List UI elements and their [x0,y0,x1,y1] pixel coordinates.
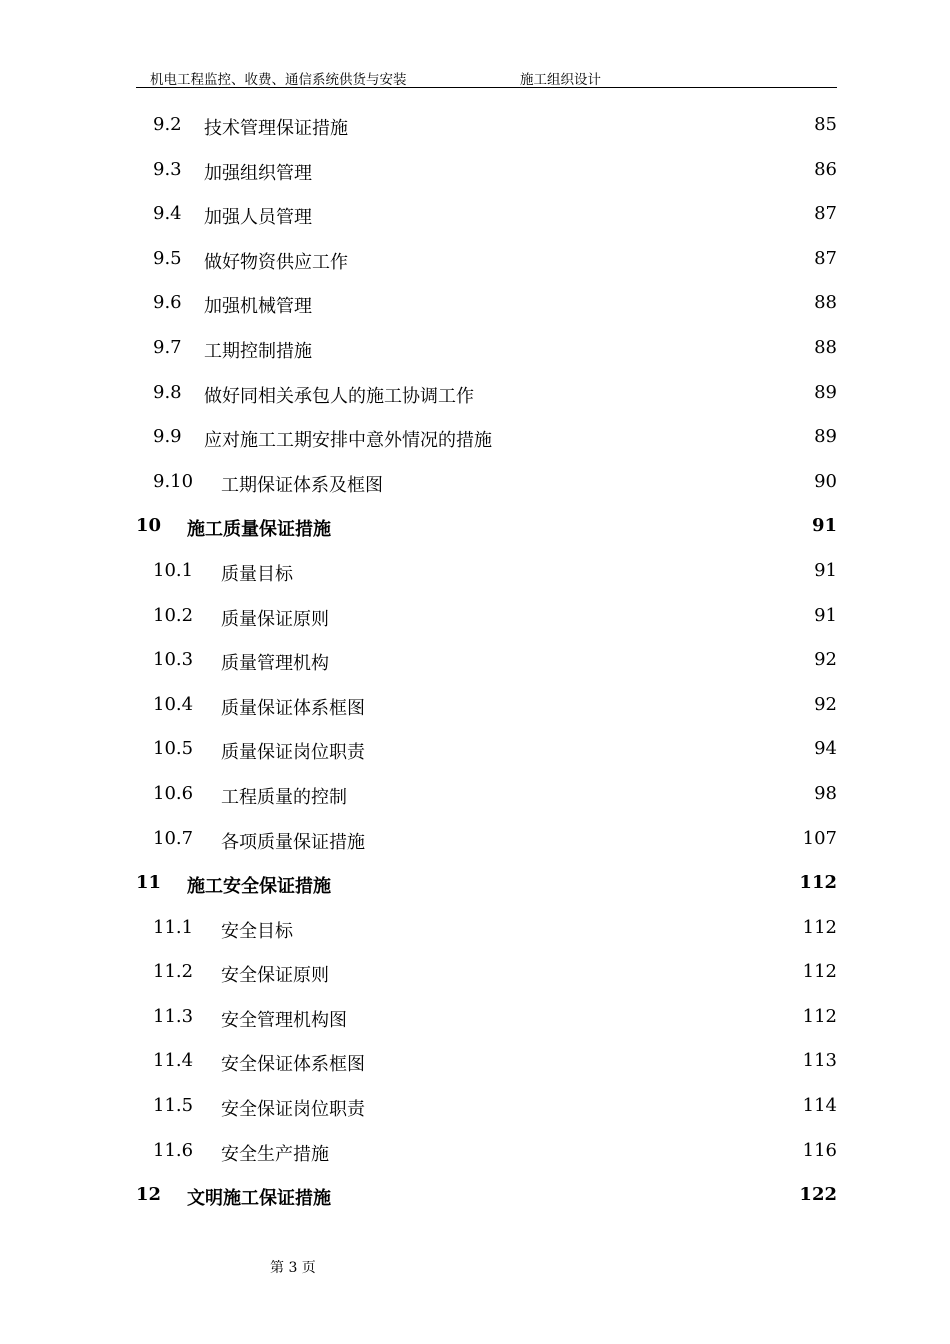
toc-entry-page: 113 [802,1050,837,1072]
toc-entry-title: 质量管理机构 [221,653,329,675]
toc-entry-title: 安全保证原则 [221,965,329,987]
toc-entry-number: 10.6 [153,782,194,804]
toc-entry-page: 116 [802,1139,837,1161]
toc-entry-page: 122 [799,1184,837,1206]
toc-entry-page: 87 [814,203,837,225]
toc-entry-title: 加强人员管理 [204,207,312,229]
page-header [136,66,837,88]
toc-entry-title: 安全管理机构图 [221,1009,347,1031]
toc-entry[interactable] [136,193,837,238]
toc-entry-title: 做好同相关承包人的施工协调工作 [204,385,474,407]
toc-entry[interactable] [136,595,837,640]
toc-entry-title: 施工安全保证措施 [187,876,331,898]
toc-entry-number: 10.4 [153,693,194,715]
toc-entry-title: 加强组织管理 [204,162,312,184]
toc-entry-title: 安全保证岗位职责 [221,1099,365,1121]
toc-chapter-entry[interactable] [136,862,837,907]
toc-entry[interactable] [136,951,837,996]
toc-entry-page: 89 [814,381,837,403]
toc-entry-title: 文明施工保证措施 [187,1188,331,1210]
toc-entry-number: 9.10 [153,470,194,492]
toc-entry-title: 质量保证原则 [221,608,329,630]
toc-entry-page: 88 [814,292,837,314]
toc-entry-title: 质量目标 [221,563,293,585]
toc-entry-title: 质量保证体系框图 [221,697,365,719]
toc-entry-number: 10 [136,515,162,537]
header-project-title: 机电工程监控、收费、通信系统供货与安装 [150,72,407,88]
toc-entry-number: 11.5 [153,1095,194,1117]
toc-entry[interactable] [136,1130,837,1175]
toc-entry-number: 12 [136,1184,162,1206]
toc-entry-number: 9.4 [153,203,182,225]
toc-entry-number: 10.5 [153,738,194,760]
toc-entry-number: 11.2 [153,961,194,983]
toc-chapter-entry[interactable] [136,1174,837,1219]
toc-entry-title: 做好物资供应工作 [204,251,348,273]
toc-entry-number: 9.6 [153,292,182,314]
toc-entry[interactable] [136,461,837,506]
toc-entry-number: 9.8 [153,381,182,403]
toc-entry-number: 10.2 [153,604,194,626]
toc-entry[interactable] [136,372,837,417]
toc-entry-page: 112 [802,916,837,938]
toc-entry-number: 9.5 [153,247,182,269]
toc-entry-number: 11 [136,872,162,894]
toc-entry-number: 11.4 [153,1050,194,1072]
toc-entry-title: 技术管理保证措施 [204,118,348,139]
toc-entry[interactable] [136,550,837,595]
toc-entry-title: 安全生产措施 [221,1143,329,1165]
toc-entry-number: 10.7 [153,827,194,849]
toc-entry-page: 91 [814,604,837,626]
toc-entry-number: 10.3 [153,649,194,671]
toc-entry-page: 89 [814,426,837,448]
toc-entry-page: 86 [814,158,837,180]
toc-entry[interactable] [136,728,837,773]
toc-entry[interactable] [136,996,837,1041]
toc-entry-page: 85 [814,114,837,135]
toc-entry-number: 11.1 [153,916,194,938]
toc-entry[interactable] [136,238,837,283]
toc-entry-title: 安全目标 [221,920,293,942]
toc-entry-title: 工程质量的控制 [221,786,347,808]
toc-entry-title: 工期保证体系及框图 [221,474,383,496]
toc-chapter-entry[interactable] [136,505,837,550]
toc-entry-page: 90 [814,470,837,492]
toc-entry-number: 9.9 [153,426,182,448]
toc-entry-page: 92 [814,649,837,671]
toc-entry-page: 87 [814,247,837,269]
toc-entry[interactable] [136,416,837,461]
toc-entry[interactable] [136,907,837,952]
table-of-contents [136,104,837,1219]
toc-entry-number: 11.3 [153,1005,194,1027]
toc-entry[interactable] [136,1085,837,1130]
toc-entry-title: 工期控制措施 [204,340,312,362]
toc-entry[interactable] [136,684,837,729]
toc-entry-title: 各项质量保证措施 [221,831,365,853]
toc-entry-page: 112 [802,1005,837,1027]
toc-entry-page: 112 [802,961,837,983]
toc-entry[interactable] [136,773,837,818]
toc-entry-page: 114 [802,1095,837,1117]
toc-entry-page: 92 [814,693,837,715]
toc-entry-title: 加强机械管理 [204,296,312,318]
toc-entry-number: 10.1 [153,559,194,581]
toc-entry-title: 施工质量保证措施 [187,519,331,541]
toc-entry-title: 应对施工工期安排中意外情况的措施 [204,430,492,452]
toc-entry-number: 9.3 [153,158,182,180]
toc-entry-page: 94 [814,738,837,760]
header-document-title: 施工组织设计 [520,72,601,88]
toc-entry[interactable] [136,1040,837,1085]
toc-entry-title: 安全保证体系框图 [221,1054,365,1076]
toc-entry[interactable] [136,149,837,194]
toc-entry-page: 91 [814,559,837,581]
toc-entry[interactable] [136,639,837,684]
toc-entry-page: 98 [814,782,837,804]
toc-entry[interactable] [136,818,837,863]
toc-entry-number: 11.6 [153,1139,194,1161]
toc-entry-page: 107 [802,827,837,849]
toc-entry[interactable] [136,104,837,149]
toc-entry[interactable] [136,282,837,327]
toc-entry[interactable] [136,327,837,372]
toc-entry-page: 88 [814,336,837,358]
toc-entry-page: 112 [799,872,837,894]
toc-entry-page: 91 [811,515,837,537]
toc-entry-number: 9.2 [153,114,182,135]
toc-entry-title: 质量保证岗位职责 [221,742,365,764]
toc-entry-number: 9.7 [153,336,182,358]
page-number: 第 3 页 [270,1260,316,1276]
